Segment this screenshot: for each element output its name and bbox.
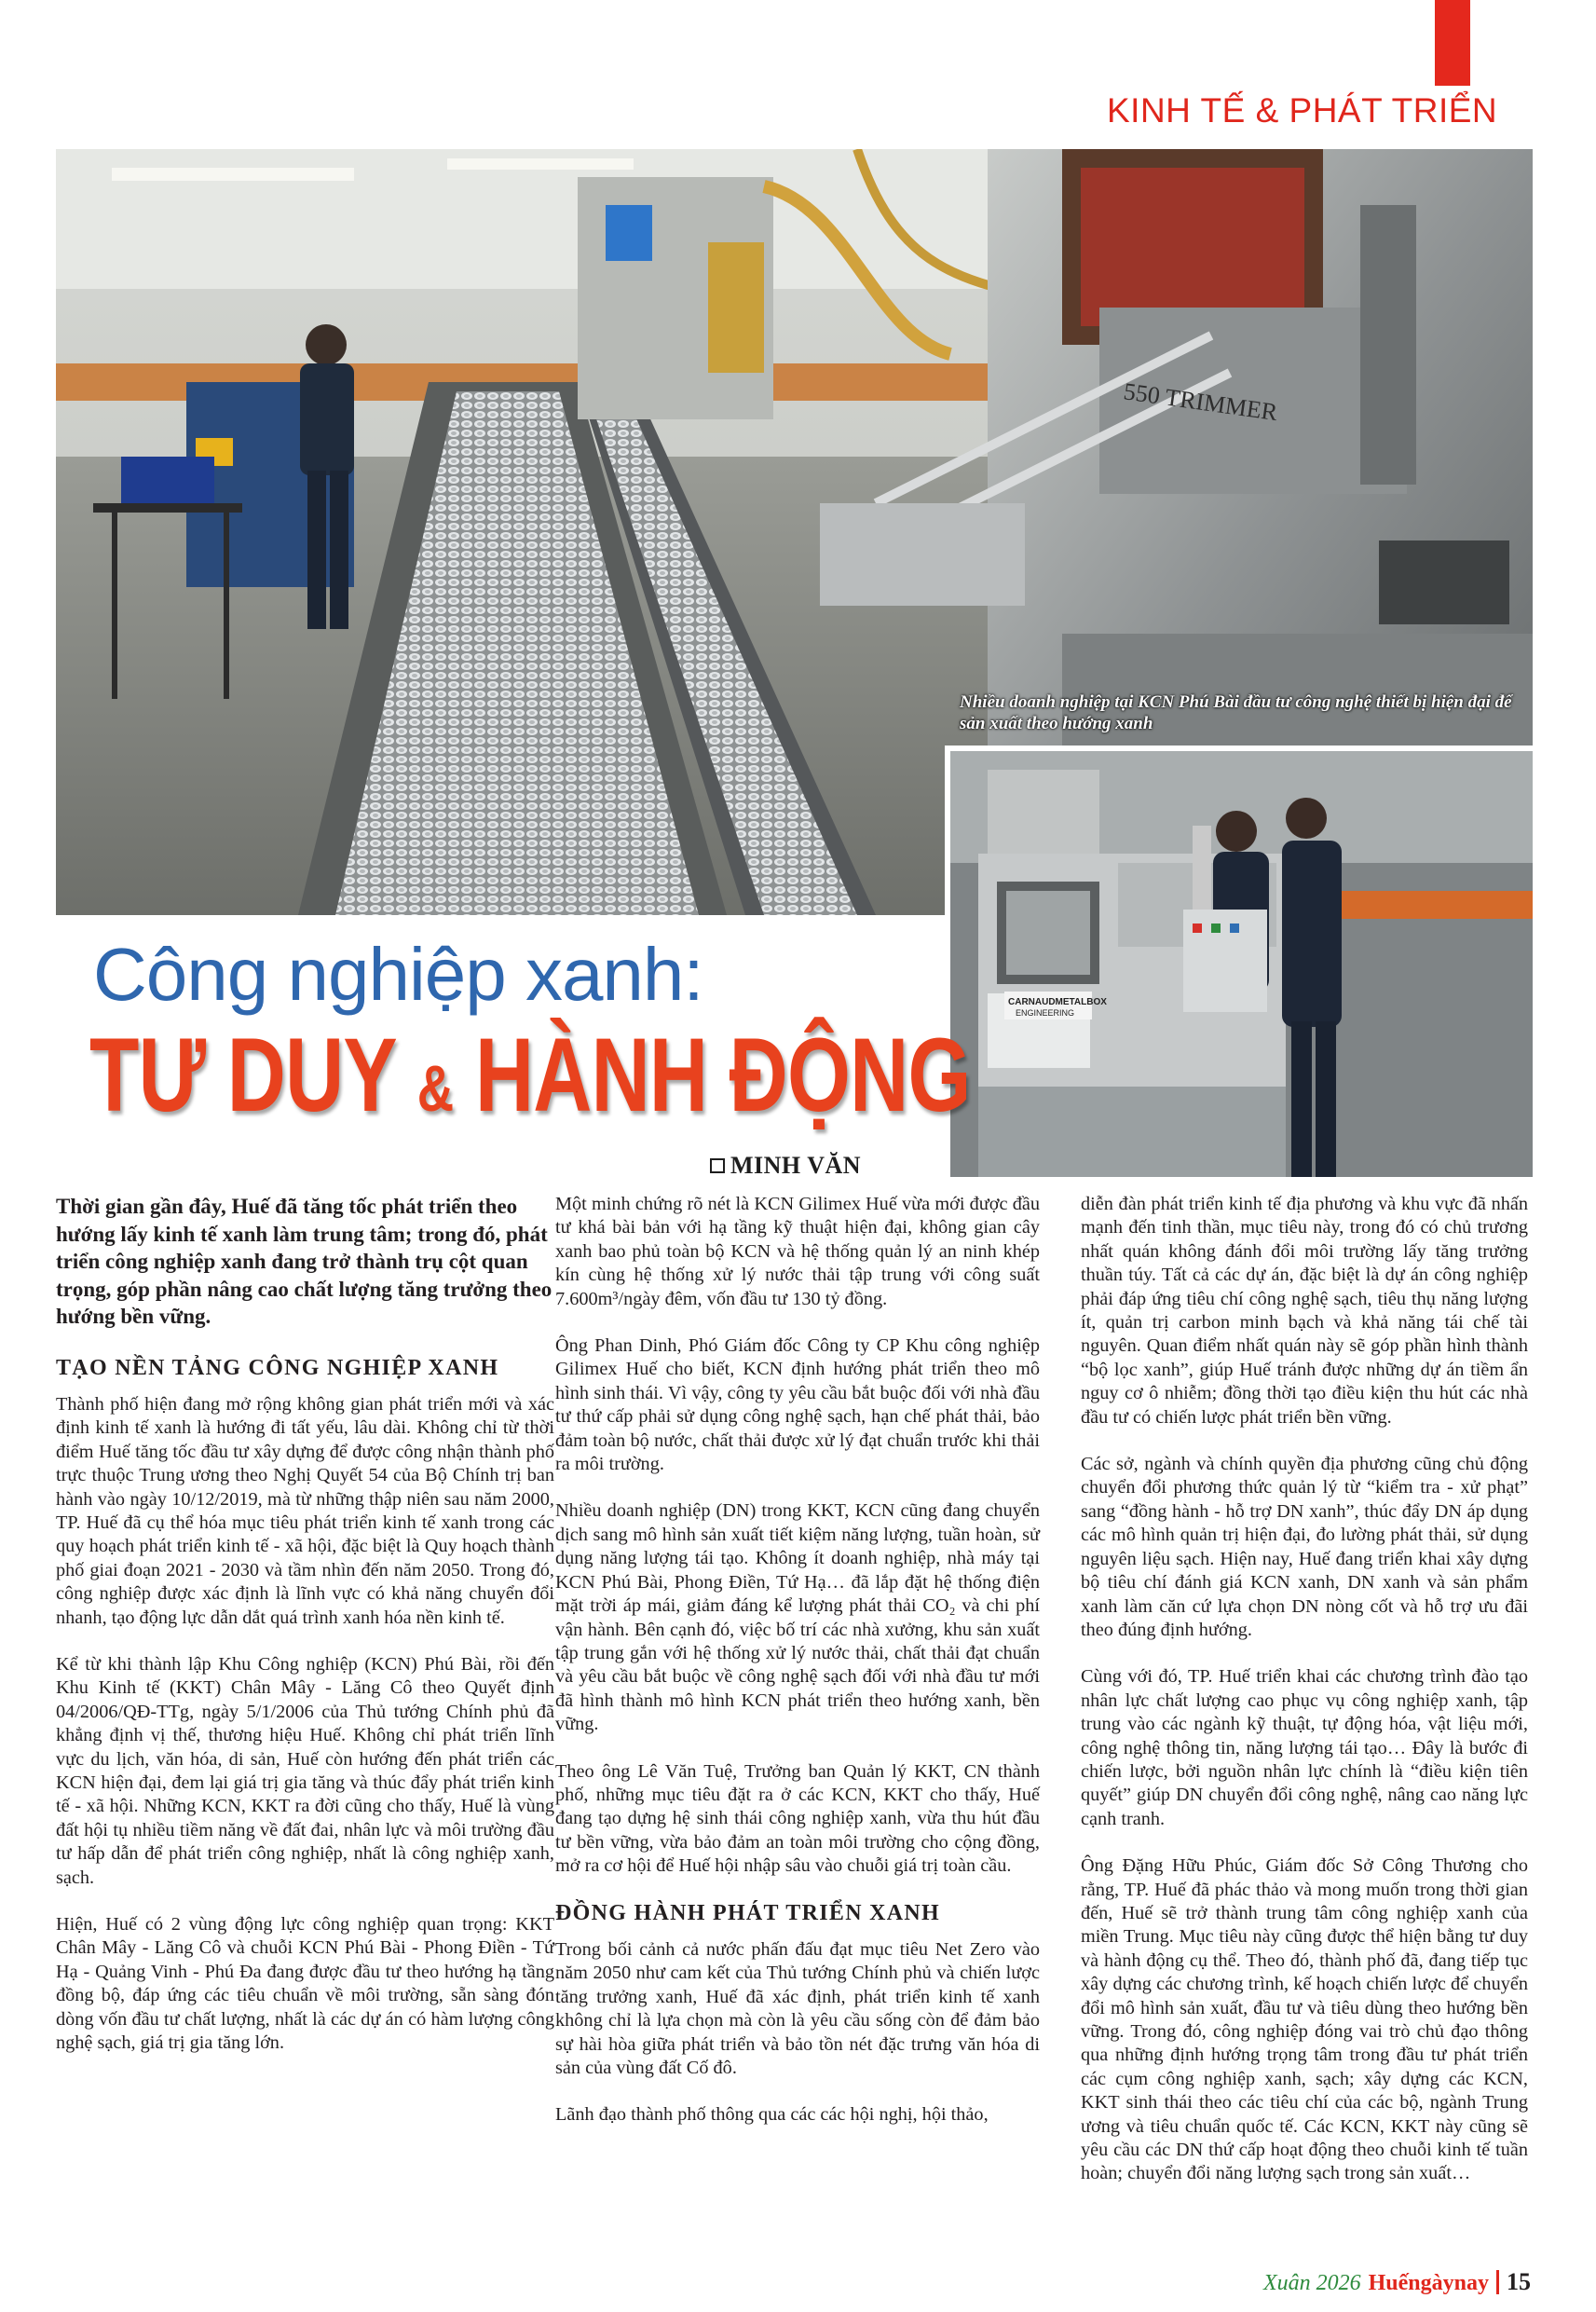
paragraph: Ông Phan Dinh, Phó Giám đốc Công ty CP Khu công nghiệp Gilimex Huế cho biết, KCN định hướng phát triển theo mô hình sinh thái. Vì vậy, công ty yêu cầu bắt buộc đối với nhà đầu tư thứ cấp phải sử dụng công nghệ sạch, hạn chế phát thải, bảo đảm toàn bộ nước, chất thải được xử lý đạt chuẩn trước khi thải ra môi trường. [555,1335,1040,1475]
page-footer [1263,2268,1531,2296]
footer-issue: Xuân 2026 [1262,2271,1361,2295]
section-label: KINH TẾ & PHÁT TRIỂN [1107,91,1498,130]
title-word-hanh-dong: HÀNH ĐỘNG [474,1017,971,1133]
page-number: 15 [1507,2268,1531,2295]
paragraph: Cùng với đó, TP. Huế triển khai các chương trình đào tạo nhân lực chất lượng cao phục vụ công nghiệp xanh, tập trung vào các ngành kỹ thuật, tự động hóa, vật liệu mới, công nghệ thông tin, năng lượng tái tạo… Đây là bước đi chiến lược, bởi nguồn nhân lực chính là “điều kiện tiên quyết” giúp DN chuyển đổi công nghệ, nâng cao năng lực cạnh tranh. [1081,1666,1528,1829]
paragraph: Trong bối cảnh cả nước phấn đấu đạt mục tiêu Net Zero vào năm 2050 như cam kết của Thủ tướng Chính phủ và chiến lược tăng trưởng xanh, Huế đã xác định, phát triển kinh tế xanh không chỉ là lựa chọn mà còn là yêu cầu sống còn để đảm bảo sự hài hòa giữa phát triển và bảo tồn nét đặc trưng văn hóa di sản của vùng đất Cố đô. [555,1938,1040,2078]
inset-photo-caption: Nhiều doanh nghiệp tại KCN Phú Bài đầu tư công nghệ thiết bị hiện đại để sản xuất theo hướng xanh [960,692,1512,733]
author-byline [710,1152,861,1180]
article-lead: Thời gian gần đây, Huế đã tăng tốc phát triển theo hướng lấy kinh tế xanh làm trung tâm; trong đó, phát triển công nghiệp xanh đang trở thành trụ cột quan trọng, góp phần nâng cao chất lượng tăng trưởng theo hướng bền vững. [56,1195,552,1328]
paragraph: diễn đàn phát triển kinh tế địa phương và khu vực đã nhấn mạnh đến tinh thần, mục tiêu này, trong đó có chủ trương nhất quán không đánh đổi môi trường lấy tăng trưởng thuần túy. Tất cả các dự án, đặc biệt là dự án công nghiệp phải đáp ứng tiêu chí công nghệ sạch, tiêu thụ năng lượng ít, quản trị carbon minh bạch và khả năng tái chế tài nguyên. Quan điểm nhất quán này sẽ góp phần hình thành “bộ lọc xanh”, giúp Huế tránh được những dự án tiềm ẩn nguy cơ ô nhiễm; đồng thời tạo điều kiện thu hút các nhà đầu tư có chiến lược phát triển bền vững. [1081,1194,1528,1428]
paragraph: Lãnh đạo thành phố thông qua các các hội nghị, hội thảo, [555,2104,989,2126]
section-corner-tab [1435,0,1470,86]
article-title-line2 [89,1019,971,1144]
article-column-1 [56,1193,554,2078]
inset-logo-subtext: ENGINEERING [1016,1008,1075,1018]
machine-label: 550 TRIMMER [1122,377,1279,427]
article-title-line1: Công nghiệp xanh: [93,933,703,1016]
paragraph: Ông Đặng Hữu Phúc, Giám đốc Sở Công Thương cho rằng, TP. Huế đã phác thảo và mong muốn trong thời gian đến, Huế sẽ trở thành trung tâm công nghiệp xanh của miền Trung. Mục tiêu này cũng được thể hiện bằng tư duy và hành động cụ thể. Theo đó, thành phố đã, đang tiếp tục xây dựng các chương trình, kế hoạch chiến lược để chuyển đổi mô hình sản xuất, đầu tư và tiêu dùng theo hướng bền vững. Trong đó, công nghiệp đóng vai trò chủ đạo thông qua những định hướng trọng tâm trong đầu tư phát triển các cụm công nghiệp xanh, sạch; xây dựng các KCN, KKT sinh thái theo các tiêu chí của các bộ, ngành Trung ương và tiêu chuẩn quốc tế. Các KCN, KKT này cũng sẽ yêu cầu các DN thứ cấp hoạt động theo chuỗi kinh tế tuần hoàn; chuyển đổi năng lượng sạch trong sản xuất… [1081,1855,1528,2184]
title-word-tu-duy: TƯ DUY [89,1017,396,1133]
article-column-3 [1081,1193,1528,2209]
footer-separator [1496,2270,1499,2294]
article-column-2 [555,1193,1040,2151]
byline-square-icon [710,1158,725,1173]
inset-workers-photo [945,746,1533,1177]
paragraph: Một minh chứng rõ nét là KCN Gilimex Huế vừa mới được đầu tư khá bài bản với hạ tầng kỹ thuật hiện đại, không gian cây xanh bao phủ toàn bộ KCN và hệ thống quản lý an ninh khép kín cùng hệ thống xử lý nước thải tập trung với công suất 7.600m³/ngày đêm, vốn đầu tư 130 tỷ đồng. [555,1194,1040,1309]
paragraph: Các sở, ngành và chính quyền địa phương cũng chủ động chuyển đổi phương thức quản lý từ “kiểm tra - xử phạt” sang “đồng hành - hỗ trợ DN xanh”, thúc đẩy DN áp dụng các mô hình quản trị hiện đại, đo lường phát thải, sử dụng nguyên liệu sạch. Hiện nay, Huế đang triển khai xây dựng bộ tiêu chí đánh giá KCN xanh, DN xanh và sản phẩm xanh làm căn cứ lựa chọn DN nòng cốt và hỗ trợ ưu đãi theo đúng định hướng. [1081,1454,1528,1640]
paragraph: Theo ông Lê Văn Tuệ, Trưởng ban Quản lý KKT, CN thành phố, những mục tiêu đặt ra ở các KCN, KKT cho thấy, Huế đang tạo dựng hệ sinh thái công nghiệp xanh, vừa thu hút đầu tư bền vững, vừa bảo đảm an toàn môi trường cho cộng đồng, mở ra cơ hội để Huế hội nhập sâu vào chuỗi giá trị toàn cầu. [555,1760,1040,1877]
title-ampersand: & [416,1052,454,1125]
paragraph: Thành phố hiện đang mở rộng không gian phát triển mới và xác định kinh tế xanh là hướng đi tất yếu, lâu dài. Không chỉ từ thời điểm Huế tăng tốc đầu tư xây dựng để được công nhận thành phố trực thuộc Trung ương theo Nghị Quyết 54 của Bộ Chính trị ban hành vào ngày 10/12/2019, mà từ những thập niên sau năm 2000, TP. Huế đã cụ thể hóa mục tiêu phát triển kinh tế xanh trong các quy hoạch phát triển kinh tế - xã hội, đặc biệt là Quy hoạch thành phố giai đoạn 2021 - 2030 và tầm nhìn đến năm 2050. Trong đó, công nghiệp được xác định là lĩnh vực có khả năng chuyển đổi nhanh, tạo động lực dẫn dắt quá trình xanh hóa nền kinh tế. [56,1393,554,1628]
author-name: MINH VĂN [730,1152,862,1179]
subheading-2: ĐỒNG HÀNH PHÁT TRIỂN XANH [555,1900,940,1925]
paragraph: Kể từ khi thành lập Khu Công nghiệp (KCN) Phú Bài, rồi đến Khu Kinh tế (KKT) Chân Mây - Lăng Cô theo Quyết định 04/2006/QĐ-TTg, ngày 5/1/2006 của Thủ tướng Chính phủ đã khẳng định vị thế, thương hiệu Huế. Không chỉ phát triển lĩnh vực du lịch, văn hóa, di sản, Huế còn hướng đến phát triển các KCN hiện đại, đem lại giá trị gia tăng và thúc đẩy phát triển kinh tế - xã hội. Những KCN, KKT ra đời cũng cho thấy, Huế là vùng đất hội tụ nhiều tiềm năng về đất đai, nhân lực và môi trường đầu tư hấp dẫn để phát triển công nghiệp, nhất là công nghiệp xanh, sạch. [56,1653,554,1888]
paragraph: Hiện, Huế có 2 vùng động lực công nghiệp quan trọng: KKT Chân Mây - Lăng Cô và chuỗi KCN Phú Bài - Phong Điền - Tứ Hạ - Quảng Vinh - Phú Đa đang được đầu tư theo hướng hạ tầng đồng bộ, đáp ứng các tiêu chuẩn về môi trường, sẵn sàng đón dòng vốn đầu tư chất lượng, nhất là các dự án có hàm lượng công nghệ sạch, giá trị gia tăng lớn. [56,1914,554,2054]
inset-logo-text: CARNAUDMETALBOX [1008,997,1107,1007]
footer-magazine-name: Huếngàynay [1368,2271,1489,2295]
subheading-1: TẠO NỀN TẢNG CÔNG NGHIỆP XANH [56,1355,499,1380]
paragraph: Nhiều doanh nghiệp (DN) trong KKT, KCN cũng đang chuyển dịch sang mô hình sản xuất tiết kiệm năng lượng, tuần hoàn, sử dụng năng lượng tái tạo. Không ít doanh nghiệp, nhà máy tại KCN Phú Bài, Phong Điền, Tứ Hạ… đã lắp đặt hệ thống điện mặt trời áp mái, giảm đáng kể lượng phát thải CO₂ và chi phí vận hành. Bên cạnh đó, việc bố trí các nhà xưởng, khu sản xuất tập trung gắn với hệ thống xử lý nước thải, chất thải đạt chuẩn và yêu cầu bắt buộc về công nghệ sạch đối với nhà đầu tư mới đã hình thành mô hình KCN phát triển theo hướng xanh, bền vững. [555,1500,1040,1735]
